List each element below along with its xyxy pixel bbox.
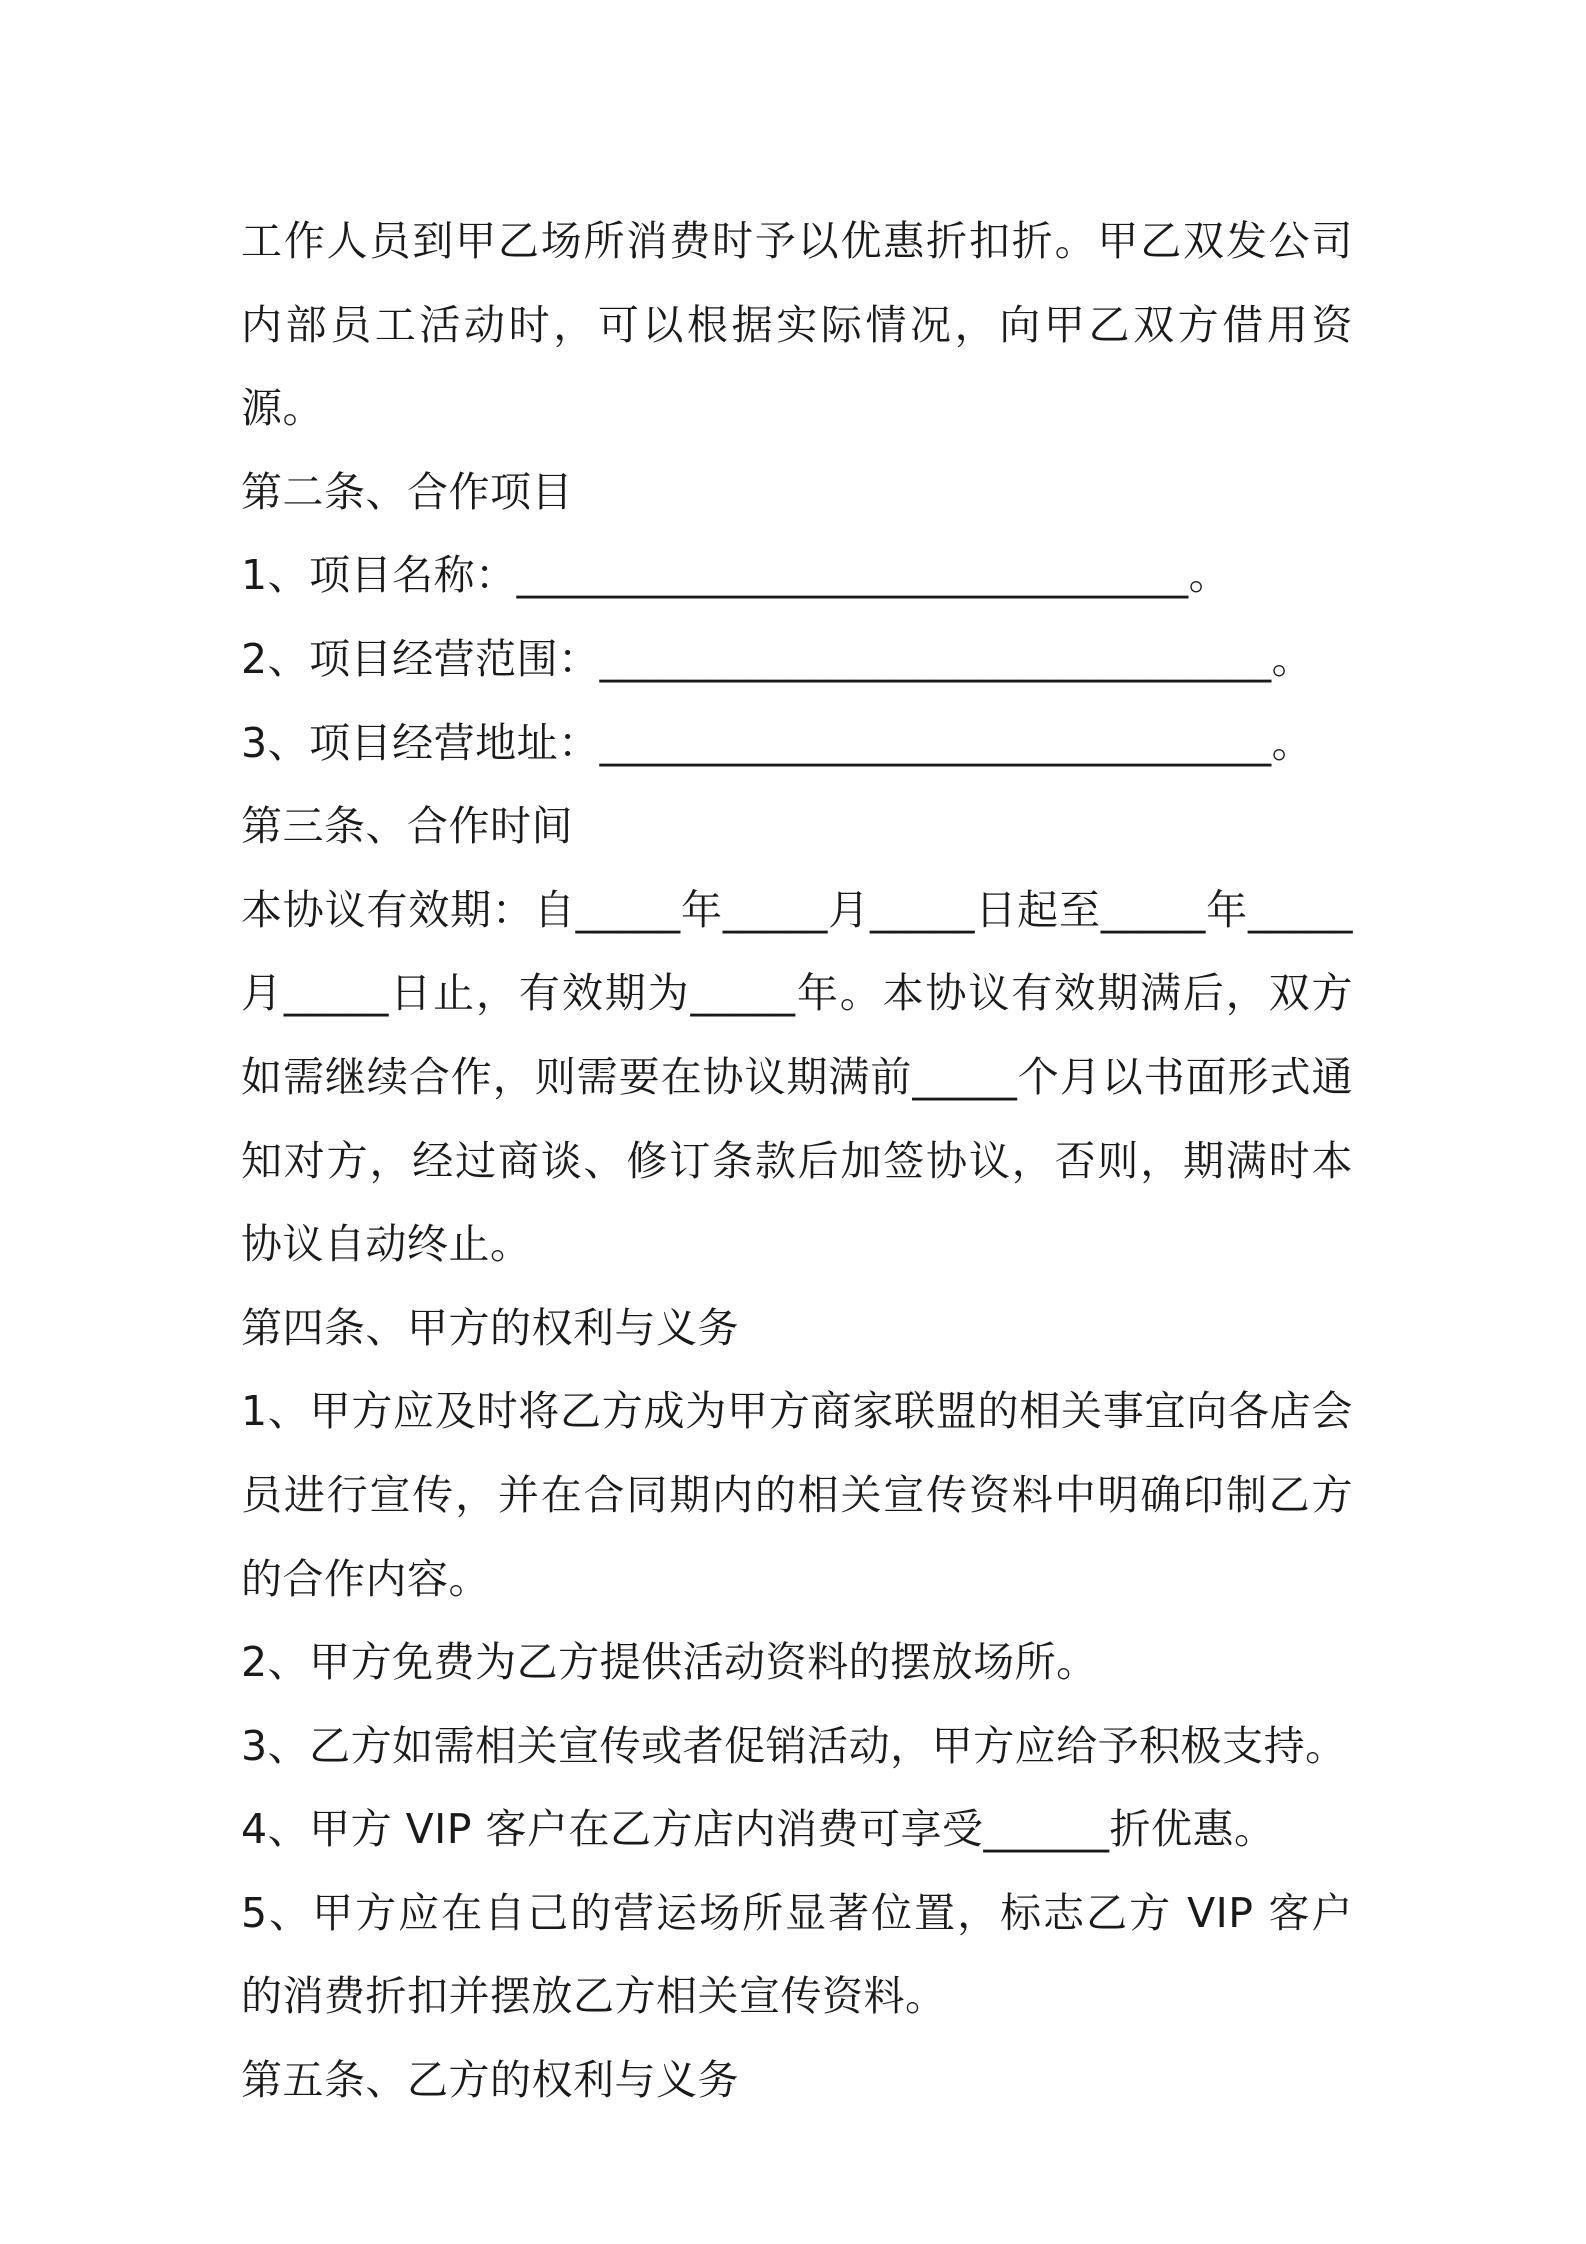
heading-article-4: 第四条、甲方的权利与义务	[241, 1303, 739, 1352]
heading-article-5: 第五条、乙方的权利与义务	[241, 2056, 739, 2105]
paragraph-term: 本协议有效期：自_____年_____月_____日起至_____年_____月_____日止，有效期为_____年。本协议有效期满后，双方如需继续合作，则需要在协议期满前_____个月以书面形式通知对方，经过商谈、修订条款后加签协议，否则，期满时本协议自动终止。	[241, 885, 1353, 1269]
paragraph-intro: 工作人员到甲乙场所消费时予以优惠折扣折。甲乙双发公司内部员工活动时，可以根据实际情况，向甲乙双方借用资源。	[241, 217, 1353, 433]
item-project-address: 3、项目经营地址：________________________________。	[241, 718, 1314, 767]
item-party-a-3: 3、乙方如需相关宣传或者促销活动，甲方应给予积极支持。	[241, 1721, 1347, 1770]
item-party-a-2: 2、甲方免费为乙方提供活动资料的摆放场所。	[241, 1638, 1098, 1687]
item-party-a-5: 5、甲方应在自己的营运场所显著位置，标志乙方 VIP 客户的消费折扣并摆放乙方相关宣传资料。	[241, 1888, 1353, 2021]
heading-article-2: 第二条、合作项目	[241, 467, 573, 516]
item-party-a-1: 1、甲方应及时将乙方成为甲方商家联盟的相关事宜向各店会员进行宣传，并在合同期内的相关宣传资料中明确印制乙方的合作内容。	[241, 1387, 1353, 1603]
document-body	[241, 200, 1353, 2123]
item-party-a-4: 4、甲方 VIP 客户在乙方店内消费可享受______折优惠。	[241, 1805, 1276, 1854]
item-project-scope: 2、项目经营范围：________________________________。	[241, 634, 1314, 683]
item-project-name: 1、项目名称：________________________________。	[241, 551, 1231, 600]
heading-article-3: 第三条、合作时间	[241, 802, 573, 851]
